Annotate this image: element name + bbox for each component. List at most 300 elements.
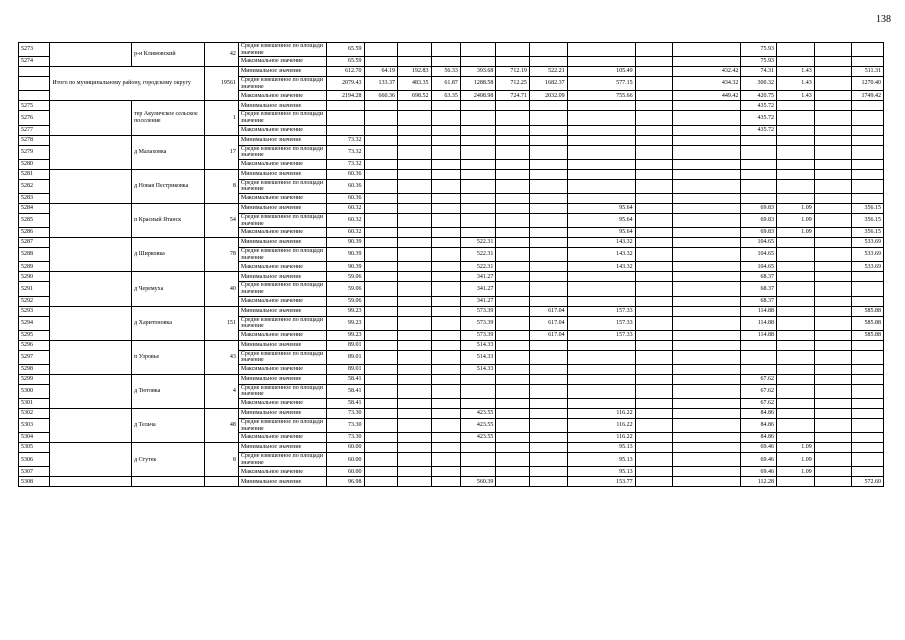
value-cell xyxy=(673,248,741,262)
value-cell xyxy=(814,145,852,159)
value-cell xyxy=(398,409,432,419)
row-id-cell: 5295 xyxy=(19,330,50,340)
value-cell xyxy=(431,111,460,125)
value-cell: 522.31 xyxy=(460,238,496,248)
value-cell: 114.88 xyxy=(741,316,777,330)
value-cell xyxy=(635,419,673,433)
value-type-label: Средне взвешенное по площади значение xyxy=(238,453,326,467)
value-cell xyxy=(460,101,496,111)
value-cell xyxy=(364,453,398,467)
value-cell xyxy=(852,272,884,282)
row-id-cell: 5294 xyxy=(19,316,50,330)
value-cell xyxy=(567,193,635,203)
value-cell xyxy=(635,101,673,111)
value-cell: 341.27 xyxy=(460,296,496,306)
value-cell: 116.22 xyxy=(567,409,635,419)
value-cell xyxy=(496,453,530,467)
value-cell xyxy=(431,433,460,443)
value-cell xyxy=(398,111,432,125)
row-id-cell: 5307 xyxy=(19,467,50,477)
value-cell xyxy=(431,272,460,282)
object-count-cell: 42 xyxy=(205,43,239,67)
empty-cell xyxy=(50,477,132,487)
value-cell xyxy=(852,193,884,203)
value-cell xyxy=(529,43,567,57)
value-type-label: Минимальное значение xyxy=(238,443,326,453)
value-cell: 617.04 xyxy=(529,306,567,316)
table-row xyxy=(19,443,884,453)
value-cell xyxy=(364,193,398,203)
value-cell: 612.70 xyxy=(326,67,364,77)
value-cell xyxy=(777,340,815,350)
value-cell xyxy=(496,330,530,340)
row-id-cell: 5286 xyxy=(19,228,50,238)
value-cell xyxy=(567,282,635,296)
value-cell xyxy=(741,364,777,374)
value-cell xyxy=(529,169,567,179)
value-cell xyxy=(529,135,567,145)
value-cell xyxy=(673,433,741,443)
value-cell xyxy=(431,213,460,227)
table-row xyxy=(19,374,884,384)
value-cell: 133.37 xyxy=(364,77,398,91)
value-cell xyxy=(398,238,432,248)
value-cell: 104.65 xyxy=(741,238,777,248)
value-cell xyxy=(777,477,815,487)
value-cell xyxy=(673,409,741,419)
value-cell xyxy=(398,43,432,57)
row-id-cell: 5274 xyxy=(19,57,50,67)
row-id-cell: 5276 xyxy=(19,111,50,125)
value-cell: 712.19 xyxy=(496,67,530,77)
locality-name-cell: п Узровье xyxy=(132,340,205,374)
value-cell: 69.83 xyxy=(741,228,777,238)
value-cell xyxy=(635,135,673,145)
value-cell: 143.32 xyxy=(567,238,635,248)
value-cell xyxy=(529,399,567,409)
value-cell: 67.62 xyxy=(741,384,777,398)
value-cell xyxy=(364,125,398,135)
object-count-cell: 8 xyxy=(205,169,239,203)
value-cell xyxy=(496,340,530,350)
value-cell xyxy=(398,193,432,203)
locality-name-cell: д Харитоновка xyxy=(132,306,205,340)
value-cell xyxy=(431,262,460,272)
value-cell xyxy=(635,374,673,384)
value-cell xyxy=(496,135,530,145)
value-cell xyxy=(431,306,460,316)
value-cell xyxy=(777,409,815,419)
row-id-cell: 5292 xyxy=(19,296,50,306)
value-cell xyxy=(398,262,432,272)
cadastral-value-table xyxy=(18,42,884,487)
value-cell xyxy=(673,467,741,477)
value-cell xyxy=(814,238,852,248)
empty-cell xyxy=(50,43,132,67)
value-cell: 2408.98 xyxy=(460,91,496,101)
value-cell xyxy=(529,159,567,169)
value-cell xyxy=(777,350,815,364)
object-count-cell: 19561 xyxy=(205,67,239,101)
value-cell: 64.19 xyxy=(364,67,398,77)
table-row xyxy=(19,169,884,179)
object-count-cell: 17 xyxy=(205,135,239,169)
value-cell xyxy=(777,384,815,398)
value-cell: 60.36 xyxy=(326,169,364,179)
value-cell xyxy=(814,159,852,169)
value-cell xyxy=(741,159,777,169)
value-cell xyxy=(431,228,460,238)
row-id-cell: 5284 xyxy=(19,203,50,213)
value-cell: 69.46 xyxy=(741,453,777,467)
value-cell: 698.52 xyxy=(398,91,432,101)
value-cell xyxy=(777,43,815,57)
value-cell xyxy=(635,477,673,487)
value-cell xyxy=(673,193,741,203)
value-cell: 573.39 xyxy=(460,306,496,316)
table-row xyxy=(19,67,884,77)
value-cell xyxy=(673,101,741,111)
value-cell xyxy=(364,228,398,238)
value-type-label: Максимальное значение xyxy=(238,467,326,477)
value-cell xyxy=(460,145,496,159)
value-cell xyxy=(814,57,852,67)
value-cell xyxy=(460,57,496,67)
value-cell xyxy=(431,135,460,145)
row-id-cell: 5306 xyxy=(19,453,50,467)
value-cell xyxy=(496,238,530,248)
value-cell xyxy=(852,125,884,135)
value-cell xyxy=(814,453,852,467)
value-cell: 60.32 xyxy=(326,213,364,227)
value-cell xyxy=(529,272,567,282)
value-cell xyxy=(398,179,432,193)
value-cell: 143.32 xyxy=(567,262,635,272)
value-cell xyxy=(635,67,673,77)
value-cell xyxy=(431,179,460,193)
value-cell xyxy=(567,57,635,67)
value-cell xyxy=(852,467,884,477)
value-type-label: Максимальное значение xyxy=(238,330,326,340)
value-cell xyxy=(673,374,741,384)
value-cell xyxy=(398,296,432,306)
value-cell xyxy=(567,43,635,57)
value-cell xyxy=(814,111,852,125)
value-cell xyxy=(567,101,635,111)
value-cell: 617.04 xyxy=(529,330,567,340)
value-cell: 61.87 xyxy=(431,77,460,91)
value-cell: 393.68 xyxy=(460,67,496,77)
value-cell xyxy=(326,125,364,135)
value-cell: 514.33 xyxy=(460,350,496,364)
row-id-cell: 5273 xyxy=(19,43,50,57)
value-cell xyxy=(529,262,567,272)
value-type-label: Минимальное значение xyxy=(238,306,326,316)
value-cell xyxy=(777,419,815,433)
value-cell xyxy=(567,374,635,384)
value-cell xyxy=(529,228,567,238)
value-type-label: Средне взвешенное по площади значение xyxy=(238,43,326,57)
value-cell xyxy=(398,213,432,227)
value-cell xyxy=(635,306,673,316)
value-cell: 1682.37 xyxy=(529,77,567,91)
value-cell xyxy=(814,169,852,179)
value-cell xyxy=(852,384,884,398)
value-cell xyxy=(460,443,496,453)
value-cell xyxy=(496,179,530,193)
value-cell xyxy=(814,213,852,227)
row-id-cell: 5308 xyxy=(19,477,50,487)
value-cell xyxy=(777,316,815,330)
row-id-cell: 5281 xyxy=(19,169,50,179)
value-cell xyxy=(431,57,460,67)
value-cell xyxy=(398,169,432,179)
value-cell: 73.30 xyxy=(326,409,364,419)
value-cell: 1.09 xyxy=(777,213,815,227)
value-cell xyxy=(431,443,460,453)
value-cell xyxy=(567,145,635,159)
value-cell xyxy=(635,340,673,350)
value-cell xyxy=(777,262,815,272)
value-cell: 1.43 xyxy=(777,77,815,91)
value-cell xyxy=(364,248,398,262)
value-cell xyxy=(814,350,852,364)
empty-cell xyxy=(50,409,132,443)
value-cell xyxy=(567,125,635,135)
value-type-label: Минимальное значение xyxy=(238,272,326,282)
value-cell xyxy=(529,384,567,398)
value-cell xyxy=(777,282,815,296)
value-cell xyxy=(460,135,496,145)
value-cell xyxy=(496,101,530,111)
value-cell xyxy=(673,296,741,306)
value-cell xyxy=(635,213,673,227)
row-id-cell: 5291 xyxy=(19,282,50,296)
value-cell: 449.42 xyxy=(673,91,741,101)
value-cell xyxy=(460,453,496,467)
value-cell xyxy=(529,467,567,477)
value-cell xyxy=(460,384,496,398)
value-cell xyxy=(364,203,398,213)
value-cell xyxy=(777,399,815,409)
value-cell: 75.93 xyxy=(741,57,777,67)
row-id-cell: 5298 xyxy=(19,364,50,374)
value-cell xyxy=(460,228,496,238)
value-cell xyxy=(635,169,673,179)
value-cell: 90.39 xyxy=(326,238,364,248)
row-id-cell: 5283 xyxy=(19,193,50,203)
row-id-cell: 5293 xyxy=(19,306,50,316)
value-cell xyxy=(635,409,673,419)
value-cell xyxy=(496,203,530,213)
row-id-cell: 5287 xyxy=(19,238,50,248)
table-row xyxy=(19,43,884,57)
value-cell xyxy=(431,159,460,169)
value-cell xyxy=(398,101,432,111)
value-cell: 157.33 xyxy=(567,316,635,330)
empty-cell xyxy=(50,443,132,477)
value-cell: 617.04 xyxy=(529,316,567,330)
value-cell xyxy=(398,248,432,262)
value-cell xyxy=(777,272,815,282)
value-cell xyxy=(852,282,884,296)
value-cell xyxy=(567,179,635,193)
value-cell: 73.30 xyxy=(326,419,364,433)
value-cell: 2032.09 xyxy=(529,91,567,101)
value-cell xyxy=(852,145,884,159)
table-row xyxy=(19,101,884,111)
row-id-cell xyxy=(19,91,50,101)
value-type-label: Средне взвешенное по площади значение xyxy=(238,111,326,125)
value-cell xyxy=(496,145,530,159)
value-type-label: Средне взвешенное по площади значение xyxy=(238,282,326,296)
value-cell: 69.46 xyxy=(741,467,777,477)
value-cell xyxy=(431,477,460,487)
value-cell: 89.01 xyxy=(326,350,364,364)
value-type-label: Максимальное значение xyxy=(238,125,326,135)
value-cell: 56.33 xyxy=(431,67,460,77)
value-cell: 514.33 xyxy=(460,340,496,350)
value-cell xyxy=(496,419,530,433)
value-cell xyxy=(777,364,815,374)
value-cell: 511.31 xyxy=(852,67,884,77)
value-type-label: Минимальное значение xyxy=(238,409,326,419)
value-cell xyxy=(635,453,673,467)
value-cell: 514.33 xyxy=(460,364,496,374)
value-cell: 99.23 xyxy=(326,330,364,340)
value-cell xyxy=(398,467,432,477)
value-cell xyxy=(364,111,398,125)
value-cell xyxy=(635,443,673,453)
value-cell xyxy=(460,374,496,384)
locality-name-cell xyxy=(132,477,205,487)
value-cell xyxy=(431,364,460,374)
value-cell xyxy=(496,306,530,316)
value-cell: 68.37 xyxy=(741,296,777,306)
value-cell xyxy=(852,350,884,364)
value-cell: 69.46 xyxy=(741,443,777,453)
value-cell xyxy=(398,306,432,316)
value-cell xyxy=(431,384,460,398)
value-cell: 60.32 xyxy=(326,228,364,238)
value-cell: 1.43 xyxy=(777,67,815,77)
value-cell xyxy=(364,384,398,398)
value-cell xyxy=(814,467,852,477)
value-type-label: Минимальное значение xyxy=(238,67,326,77)
value-cell xyxy=(496,193,530,203)
value-cell: 1.09 xyxy=(777,443,815,453)
value-cell xyxy=(814,330,852,340)
value-cell: 192.83 xyxy=(398,67,432,77)
value-cell xyxy=(852,453,884,467)
value-cell xyxy=(673,169,741,179)
value-cell xyxy=(814,262,852,272)
value-cell: 104.65 xyxy=(741,262,777,272)
empty-cell xyxy=(50,135,132,169)
value-cell: 434.32 xyxy=(673,77,741,91)
value-cell xyxy=(529,433,567,443)
object-count-cell: 8 xyxy=(205,443,239,477)
value-cell xyxy=(567,296,635,306)
value-cell: 69.83 xyxy=(741,203,777,213)
value-cell xyxy=(635,467,673,477)
value-cell: 60.00 xyxy=(326,443,364,453)
value-cell xyxy=(431,169,460,179)
value-cell xyxy=(398,159,432,169)
value-cell xyxy=(741,169,777,179)
value-type-label: Средне взвешенное по площади значение xyxy=(238,419,326,433)
value-cell: 114.88 xyxy=(741,306,777,316)
locality-name-cell: д Тельча xyxy=(132,409,205,443)
value-cell xyxy=(777,179,815,193)
value-cell xyxy=(496,43,530,57)
value-cell xyxy=(364,443,398,453)
value-type-label: Минимальное значение xyxy=(238,135,326,145)
value-cell: 2079.43 xyxy=(326,77,364,91)
value-cell xyxy=(496,262,530,272)
value-cell xyxy=(635,159,673,169)
value-cell xyxy=(496,111,530,125)
value-cell: 58.41 xyxy=(326,374,364,384)
value-cell xyxy=(673,316,741,330)
value-cell xyxy=(364,145,398,159)
value-cell xyxy=(852,364,884,374)
value-type-label: Максимальное значение xyxy=(238,91,326,101)
value-cell: 67.62 xyxy=(741,399,777,409)
value-cell: 356.15 xyxy=(852,203,884,213)
value-cell xyxy=(777,125,815,135)
value-type-label: Максимальное значение xyxy=(238,433,326,443)
value-cell xyxy=(777,159,815,169)
value-cell xyxy=(496,374,530,384)
value-cell: 65.59 xyxy=(326,57,364,67)
value-cell xyxy=(398,399,432,409)
value-cell xyxy=(814,384,852,398)
value-cell xyxy=(777,248,815,262)
value-cell: 90.39 xyxy=(326,262,364,272)
row-id-cell: 5305 xyxy=(19,443,50,453)
value-cell xyxy=(364,213,398,227)
value-cell xyxy=(777,238,815,248)
value-cell: 60.36 xyxy=(326,179,364,193)
value-cell: 95.13 xyxy=(567,467,635,477)
value-cell: 585.88 xyxy=(852,330,884,340)
value-cell xyxy=(673,179,741,193)
value-cell xyxy=(777,330,815,340)
value-cell xyxy=(814,67,852,77)
object-count-cell: 78 xyxy=(205,238,239,272)
object-count-cell: 4 xyxy=(205,374,239,408)
value-cell: 68.37 xyxy=(741,272,777,282)
value-cell xyxy=(635,330,673,340)
value-cell xyxy=(496,316,530,330)
value-cell: 90.39 xyxy=(326,248,364,262)
value-cell xyxy=(364,43,398,57)
value-type-label: Максимальное значение xyxy=(238,364,326,374)
locality-name-cell: д Новая Пестриковка xyxy=(132,169,205,203)
value-cell xyxy=(529,364,567,374)
value-cell xyxy=(431,248,460,262)
table-row xyxy=(19,135,884,145)
value-cell xyxy=(635,203,673,213)
value-cell xyxy=(567,169,635,179)
value-cell xyxy=(852,43,884,57)
table-row xyxy=(19,272,884,282)
value-cell: 435.72 xyxy=(741,101,777,111)
locality-name-cell: р-н Климовский xyxy=(132,43,205,67)
value-cell xyxy=(814,125,852,135)
value-cell xyxy=(814,91,852,101)
